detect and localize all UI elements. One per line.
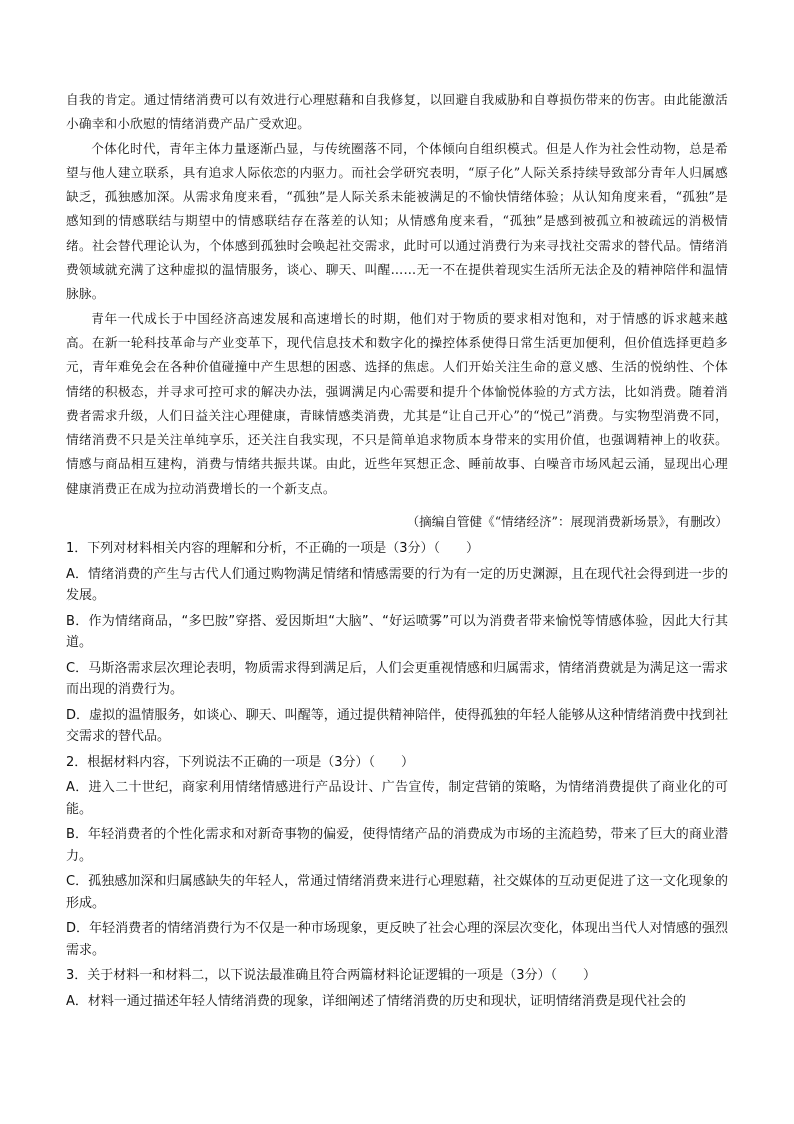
question-list [66, 538, 728, 1016]
option-c: C．孤独感加深和归属感缺失的年轻人，常通过情绪消费来进行心理慰藉，社交媒体的互动更促进了这一文化现象的形成。 [66, 874, 728, 911]
passage-paragraph-3: 青年一代成长于中国经济高速发展和高速增长的时期，他们对于物质的要求相对饱和，对于情感的诉求越来越高。在新一轮科技革命与产业变革下，现代信息技术和数字化的操控体系使得日常生活更加便利，但价值选择更趋多元，青年难免会在各种价值碰撞中产生思想的困惑、选择的焦虑。人们开始关注生命的意义感、生活的悦纳性、个体情绪的积极态，并寻求可控可求的解决办法，强调满足内心需要和提升个体愉悦体验的方式方法，比如消费。随着消费者需求升级，人们日益关注心理健康，青睐情感类消费，尤其是“让自己开心”的“悦己”消费。与实物型消费不同，情绪消费不只是关注单纯享乐，还关注自我实现，不只是简单追求物质本身带来的实用价值，也强调精神上的收获。情感与商品相互建构，消费与情绪共振共谋。由此，近些年冥想正念、睡前故事、白噪音市场风起云涌，显现出心理健康消费正在成为拉动消费增长的一个新支点。 [66, 310, 728, 496]
question-stem: 1．下列对材料相关内容的理解和分析，不正确的一项是（3分）（ ） [66, 541, 480, 556]
option-a: A．情绪消费的产生与古代人们通过购物满足情绪和情感需要的行为有一定的历史渊源，且在现代社会得到进一步的发展。 [66, 566, 728, 603]
passage-source: （摘编自管健《“情绪经济”：展现消费新场景》，有删改） [406, 514, 728, 529]
option-b: B．作为情绪商品，“多巴胺”穿搭、爱因斯坦“大脑”、“好运喷雾”可以为消费者带来愉悦等情感体验，因此大行其道。 [66, 613, 728, 650]
option-a: A．材料一通过描述年轻人情绪消费的现象，详细阐述了情绪消费的历史和现状，证明情绪消费是现代社会的 [66, 993, 686, 1009]
question-2 [66, 752, 728, 962]
option-d: D．年轻消费者的情绪消费行为不仅是一种市场现象，更反映了社会心理的深层次变化，体现出当代人对情感的强烈需求。 [66, 921, 728, 958]
option-d: D．虚拟的温情服务，如谈心、聊天、叫醒等，通过提供精神陪伴，使得孤独的年轻人能够从这种情绪消费中找到社交需求的替代品。 [66, 707, 728, 744]
option-a: A．进入二十世纪，商家利用情绪情感进行产品设计、广告宣传，制定营销的策略，为情绪消费提供了商业化的可能。 [66, 780, 728, 817]
question-stem: 3．关于材料一和材料二，以下说法最准确且符合两篇材料论证逻辑的一项是（3分）（ ） [66, 968, 597, 983]
option-b: B．年轻消费者的个性化需求和对新奇事物的偏爱，使得情绪产品的消费成为市场的主流趋势，带来了巨大的商业潜力。 [66, 827, 728, 864]
passage-paragraph-2: 个体化时代，青年主体力量逐渐凸显，与传统圈落不同，个体倾向自组织模式。但是人作为社会性动物，总是希望与他人建立联系，具有追求人际依恋的内驱力。而社会学研究表明，“原子化”人际关系持续导致部分青年人归属感缺乏，孤独感加深。从需求角度来看，“孤独”是人际关系未能被满足的不愉快情绪体验；从认知角度来看，“孤独”是感知到的情感联结与期望中的情感联结存在落差的认知；从情感角度来看，“孤独”是感到被孤立和被疏远的消极情绪。社会替代理论认为，个体感到孤独时会唤起社交需求，此时可以通过消费行为来寻找社交需求的替代品。情绪消费领域就充满了这种虚拟的温情服务，谈心、聊天、叫醒……无一不在提供着现实生活所无法企及的精神陪伴和温情脉脉。 [66, 140, 728, 302]
passage-paragraph-1: 自我的肯定。通过情绪消费可以有效进行心理慰藉和自我修复，以回避自我威胁和自尊损伤带来的伤害。由此能激活小确幸和小欣慰的情绪消费产品广受欢迎。 [66, 92, 728, 132]
option-c: C．马斯洛需求层次理论表明，物质需求得到满足后，人们会更重视情感和归属需求，情绪消费就是为满足这一需求而出现的消费行为。 [66, 660, 728, 697]
passage-text [66, 88, 728, 501]
question-3 [66, 965, 728, 1012]
question-stem: 2．根据材料内容，下列说法不正确的一项是（3分）（ ） [66, 754, 415, 770]
question-1 [66, 538, 728, 748]
